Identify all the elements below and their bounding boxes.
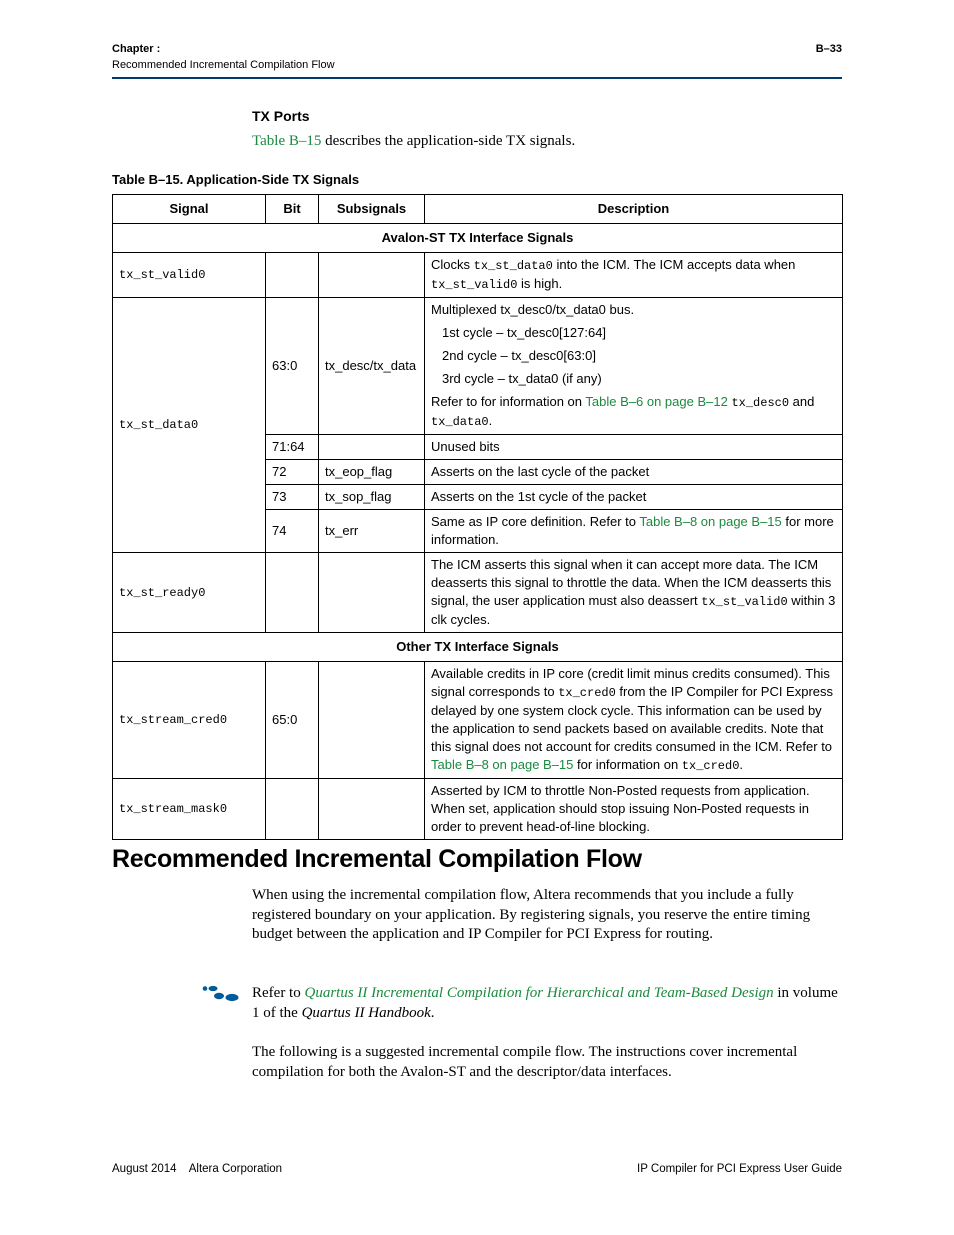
subsignal-cell xyxy=(319,662,425,779)
column-header-description: Description xyxy=(425,195,843,224)
section-title: Recommended Incremental Compilation Flow xyxy=(112,845,642,873)
table-b6-link[interactable]: Table B–6 on page B–12 xyxy=(585,394,728,409)
signal-cell: tx_st_ready0 xyxy=(113,553,266,633)
signal-cell: tx_st_data0 xyxy=(113,298,266,553)
description-cell: Same as IP core definition. Refer to Table B–8 on page B–15 for more information. xyxy=(425,510,843,553)
page-number: B–33 xyxy=(815,43,842,55)
reference-note: Refer to Quartus II Incremental Compilation for Hierarchical and Team-Based Design in volume 1 of the Quartus II Handbook. xyxy=(252,985,838,1021)
description-cell: Clocks tx_st_data0 into the ICM. The ICM accepts data when tx_st_valid0 is high. xyxy=(425,253,843,298)
subsignal-cell: tx_desc/tx_data xyxy=(319,298,425,435)
footer-left: August 2014 Altera Corporation xyxy=(112,1163,283,1175)
subsignal-cell: tx_err xyxy=(319,510,425,553)
bit-cell: 73 xyxy=(266,485,319,510)
column-header-subsignals: Subsignals xyxy=(319,195,425,224)
table-row xyxy=(113,553,843,633)
tx-signals-table xyxy=(112,194,843,840)
subsignal-cell xyxy=(319,435,425,460)
header-section: Recommended Incremental Compilation Flow xyxy=(112,59,335,71)
group-label-other: Other TX Interface Signals xyxy=(113,633,843,662)
subsignal-cell xyxy=(319,253,425,298)
signal-cell: tx_st_valid0 xyxy=(113,253,266,298)
subsignal-cell: tx_sop_flag xyxy=(319,485,425,510)
subsignal-cell xyxy=(319,779,425,840)
tx-ports-intro xyxy=(252,133,575,150)
tx-ports-heading: TX Ports xyxy=(252,108,310,124)
description-cell: Asserts on the last cycle of the packet xyxy=(425,460,843,485)
description-cell: The ICM asserts this signal when it can accept more data. The ICM deasserts this signal to throttle the data. When the ICM deasserts this signal, the user application must also deassert tx_st_valid0 within 3 clk cycles. xyxy=(425,553,843,633)
table-caption: Table B–15. Application-Side TX Signals xyxy=(112,172,360,187)
table-b8-link[interactable]: Table B–8 on page B–15 xyxy=(431,757,574,772)
bit-cell: 65:0 xyxy=(266,662,319,779)
table-row xyxy=(113,298,843,435)
bit-cell: 74 xyxy=(266,510,319,553)
handbook-chapter-link[interactable]: Quartus II Incremental Compilation for Hierarchical and Team-Based Design xyxy=(304,985,774,1001)
intro-text: describes the application-side TX signals. xyxy=(321,133,576,149)
header-chapter: Chapter : xyxy=(112,43,161,55)
column-header-bit: Bit xyxy=(266,195,319,224)
group-row-avalon xyxy=(113,224,843,253)
column-header-signal: Signal xyxy=(113,195,266,224)
bit-cell: 72 xyxy=(266,460,319,485)
table-row xyxy=(113,662,843,779)
bit-cell: 71:64 xyxy=(266,435,319,460)
signal-cell: tx_stream_cred0 xyxy=(113,662,266,779)
bit-cell: 63:0 xyxy=(266,298,319,435)
subsignal-cell: tx_eop_flag xyxy=(319,460,425,485)
table-b15-link[interactable]: Table B–15 xyxy=(252,133,322,149)
bit-cell xyxy=(266,253,319,298)
paragraph-registered-boundary: When using the incremental compilation flow, Altera recommends that you include a fully registered boundary on your application. By registering signals, you reserve the entire timing budget between the application and IP Compiler for PCI Express for routing. xyxy=(252,887,811,942)
footer-right: IP Compiler for PCI Express User Guide xyxy=(637,1163,842,1175)
description-cell: Multiplexed tx_desc0/tx_data0 bus. 1st cycle – tx_desc0[127:64] 2nd cycle – tx_desc0[63:0] 3rd cycle – tx_data0 (if any) Refer to for information on Table B–6 on page B–12 tx_desc0 and tx_data0. xyxy=(425,298,843,435)
table-b8-link[interactable]: Table B–8 on page B–15 xyxy=(639,514,782,529)
description-cell: Available credits in IP core (credit limit minus credits consumed). This signal corresponds to tx_cred0 from the IP Compiler for PCI Express delayed by one system clock cycle. This information can be used by the application to send packets based on available credits. Note that this signal does not account for credits consumed in the ICM. Refer to Table B–8 on page B–15 for information on tx_cred0. xyxy=(425,662,843,779)
header-rule xyxy=(112,77,842,79)
reference-note-icon xyxy=(200,985,240,1003)
description-cell: Asserted by ICM to throttle Non-Posted requests from application. When set, application should stop issuing Non-Posted requests in order to prevent head-of-line blocking. xyxy=(425,779,843,840)
table-row xyxy=(113,253,843,298)
bit-cell xyxy=(266,553,319,633)
table-row xyxy=(113,779,843,840)
description-cell: Asserts on the 1st cycle of the packet xyxy=(425,485,843,510)
group-row-other xyxy=(113,633,843,662)
signal-cell: tx_stream_mask0 xyxy=(113,779,266,840)
paragraph-suggested-flow: The following is a suggested incremental compile flow. The instructions cover incremental compilation for both the Avalon-ST and the descriptor/data interfaces. xyxy=(252,1044,798,1080)
table-header-row xyxy=(113,195,843,224)
bit-cell xyxy=(266,779,319,840)
subsignal-cell xyxy=(319,553,425,633)
description-cell: Unused bits xyxy=(425,435,843,460)
group-label-avalon: Avalon-ST TX Interface Signals xyxy=(113,224,843,253)
